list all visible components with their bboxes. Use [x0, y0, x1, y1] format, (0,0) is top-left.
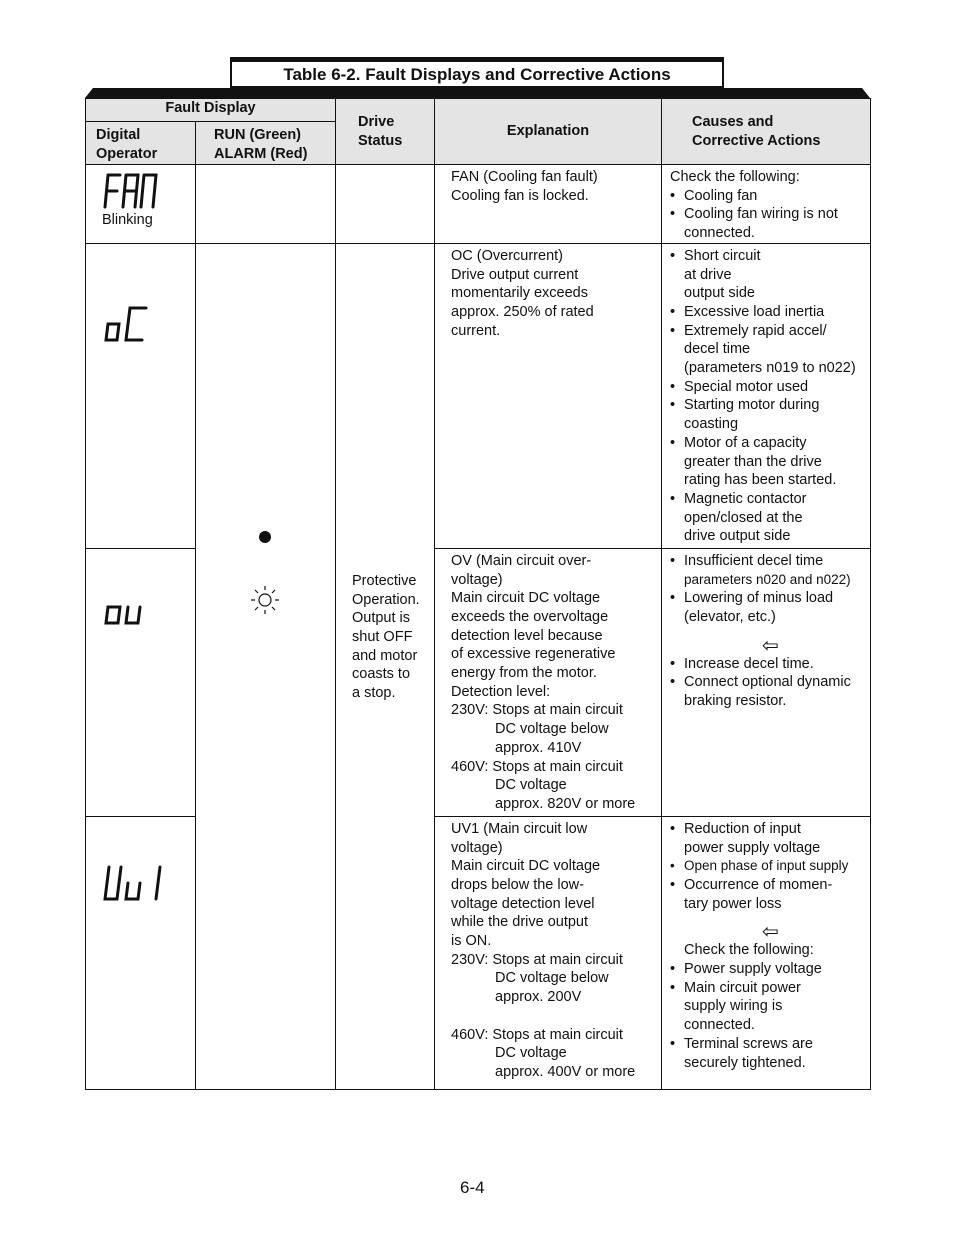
uv-exp-line: approx. 400V or more: [495, 1063, 636, 1080]
ov-cause-cont: (elevator, etc.): [684, 608, 776, 625]
uv-cause: • Open phase of input supply: [670, 857, 868, 876]
header-drive-status: [336, 99, 435, 165]
header-causes: [662, 99, 871, 165]
uv-seven-segment-display: [86, 859, 196, 905]
fan-cause-2-cont: connected.: [684, 225, 755, 242]
oc-cause-cont: drive output side: [684, 528, 791, 545]
header-drive-1: Drive: [358, 113, 395, 130]
header-run-1: RUN (Green): [214, 127, 302, 143]
uv-check-intro: Check the following:: [684, 942, 814, 959]
uv-exp-line: voltage): [451, 839, 503, 856]
led-blink-icon: [196, 580, 336, 616]
ov-exp-line: OV (Main circuit over-: [451, 552, 592, 569]
header-fault-display: Fault Display: [86, 99, 336, 122]
ov-exp-line: detection level because: [451, 627, 603, 644]
ov-explanation: [435, 548, 662, 816]
ov-exp-line: energy from the motor.: [451, 665, 597, 682]
ov-exp-line: DC voltage below: [495, 721, 609, 738]
ov-seven-segment-display: [86, 597, 196, 637]
ov-display-cell: [86, 548, 196, 816]
uv-display-cell: [86, 816, 196, 1089]
left-arrow-icon: ⇦: [762, 634, 779, 657]
oc-display-cell: [86, 243, 196, 548]
uv-exp-line: DC voltage: [495, 1045, 567, 1062]
table-row-fan: [86, 165, 871, 244]
ov-exp-line: Detection level:: [451, 683, 551, 700]
drive-status-line: and motor: [352, 647, 418, 664]
ov-action-cont: braking resistor.: [684, 693, 787, 710]
uv-exp-line: drops below the low-: [451, 876, 584, 893]
oc-exp-line: approx. 250% of rated: [451, 303, 594, 320]
uv-cause: • Occurrence of momen-: [670, 876, 868, 895]
header-digital-1: Digital: [96, 127, 141, 143]
oc-seven-segment-display: [86, 296, 196, 346]
oc-cause: • Special motor used: [670, 378, 868, 397]
drive-status-line: coasts to: [352, 666, 411, 683]
fan-seven-segment-display: [86, 165, 196, 211]
ov-exp-line: voltage): [451, 571, 503, 588]
ov-exp-line: 230V: Stops at main circuit: [451, 702, 623, 719]
uv-causes: [662, 816, 871, 1089]
header-drive-2: Status: [358, 132, 403, 149]
oc-cause: • Starting motor during: [670, 396, 868, 415]
oc-cause: • Motor of a capacity: [670, 434, 868, 453]
fan-explanation: [435, 165, 662, 244]
uv-check-cont: supply wiring is: [684, 998, 783, 1015]
left-arrow-icon: ⇦: [762, 921, 779, 944]
blinking-label: Blinking: [102, 212, 153, 228]
header-digital-operator: [86, 122, 196, 165]
ov-action: • Increase decel time.: [670, 655, 868, 674]
oc-cause-cont: (parameters n019 to n022): [684, 360, 856, 377]
ov-cause-cont: parameters n020 and n022): [684, 571, 851, 587]
led-on-icon: [196, 520, 336, 570]
fan-led-cell: [196, 165, 336, 244]
ov-cause: • Lowering of minus load: [670, 589, 868, 608]
drive-status-line: Output is: [352, 610, 411, 627]
ov-causes: [662, 548, 871, 816]
fan-drive-cell: [336, 165, 435, 244]
header-run-2: ALARM (Red): [214, 145, 308, 162]
ov-exp-line: Main circuit DC voltage: [451, 590, 601, 607]
uv-exp-line: voltage detection level: [451, 895, 595, 912]
fan-exp-line: Cooling fan is locked.: [451, 187, 589, 204]
oc-cause-cont: open/closed at the: [684, 509, 803, 526]
oc-explanation: [435, 243, 662, 548]
uv-exp-line: UV1 (Main circuit low: [451, 820, 588, 837]
uv-exp-line: Main circuit DC voltage: [451, 858, 601, 875]
oc-cause-cont: rating has been started.: [684, 472, 837, 489]
uv-explanation: [435, 816, 662, 1089]
fan-check-intro: Check the following:: [670, 169, 800, 185]
header-row-1: [86, 99, 871, 122]
ov-exp-line: approx. 410V: [495, 739, 582, 756]
oc-cause: • Magnetic contactor: [670, 490, 868, 509]
fan-causes: [662, 165, 871, 244]
oc-exp-line: current.: [451, 322, 501, 339]
uv-exp-line: 230V: Stops at main circuit: [451, 951, 623, 968]
page-number: 6-4: [460, 1178, 485, 1197]
ov-exp-line: approx. 820V or more: [495, 795, 636, 812]
oc-cause-cont: at drive: [684, 266, 732, 283]
drive-status-line: shut OFF: [352, 628, 413, 645]
table-title: Table 6-2. Fault Displays and Corrective Actions: [283, 65, 671, 84]
oc-cause-cont: decel time: [684, 341, 751, 358]
ov-cause: • Insufficient decel time: [670, 552, 868, 571]
oc-causes: [662, 243, 871, 548]
oc-exp-line: OC (Overcurrent): [451, 247, 563, 264]
drive-status-line: Operation.: [352, 591, 420, 608]
header-causes-2: Corrective Actions: [692, 132, 821, 149]
header-run-alarm: [196, 122, 336, 165]
header-causes-1: Causes and: [692, 113, 774, 130]
oc-exp-line: Drive output current: [451, 266, 579, 283]
led-status-cell: [196, 243, 336, 1089]
uv-exp-line: 460V: Stops at main circuit: [451, 1026, 623, 1043]
uv-cause-cont: power supply voltage: [684, 839, 821, 856]
drive-status-line: Protective: [352, 572, 417, 589]
uv-cause-cont: tary power loss: [684, 895, 782, 912]
ov-exp-line: 460V: Stops at main circuit: [451, 758, 623, 775]
table-row-oc: [86, 243, 871, 548]
ov-exp-line: DC voltage: [495, 777, 567, 794]
fan-display-cell: [86, 165, 196, 244]
oc-cause-cont: greater than the drive: [684, 453, 822, 470]
uv-exp-line: DC voltage below: [495, 970, 609, 987]
oc-cause: • Excessive load inertia: [670, 303, 868, 322]
oc-cause-cont: output side: [684, 285, 755, 302]
oc-cause: • Extremely rapid accel/: [670, 322, 868, 341]
oc-cause: • Short circuit: [670, 247, 868, 266]
uv-check: • Power supply voltage: [670, 960, 868, 979]
header-digital-2: Operator: [96, 145, 158, 162]
ov-exp-line: of excessive regenerative: [451, 646, 616, 663]
uv-check: • Terminal screws are: [670, 1035, 868, 1054]
uv-exp-spacer: [451, 1007, 655, 1026]
header-explanation: Explanation: [435, 99, 662, 165]
uv-check-cont: securely tightened.: [684, 1054, 806, 1071]
oc-exp-line: momentarily exceeds: [451, 285, 588, 302]
drive-status-line: a stop.: [352, 685, 396, 702]
uv-check: • Main circuit power: [670, 979, 868, 998]
uv-exp-line: is ON.: [451, 933, 492, 950]
fan-cause-2: • Cooling fan wiring is not: [670, 205, 868, 224]
uv-exp-line: approx. 200V: [495, 989, 582, 1006]
table-title-box: [230, 57, 724, 88]
fan-cause-1: • Cooling fan: [670, 187, 868, 206]
ov-action: • Connect optional dynamic: [670, 673, 868, 692]
oc-cause-cont: coasting: [684, 416, 739, 433]
fault-table: [85, 98, 871, 1090]
uv-check-cont: connected.: [684, 1017, 755, 1034]
uv-cause: • Reduction of input: [670, 820, 868, 839]
uv-exp-line: while the drive output: [451, 914, 589, 931]
drive-status-cell: [336, 243, 435, 1089]
ov-exp-line: exceeds the overvoltage: [451, 608, 609, 625]
fan-exp-line: FAN (Cooling fan fault): [451, 169, 598, 185]
